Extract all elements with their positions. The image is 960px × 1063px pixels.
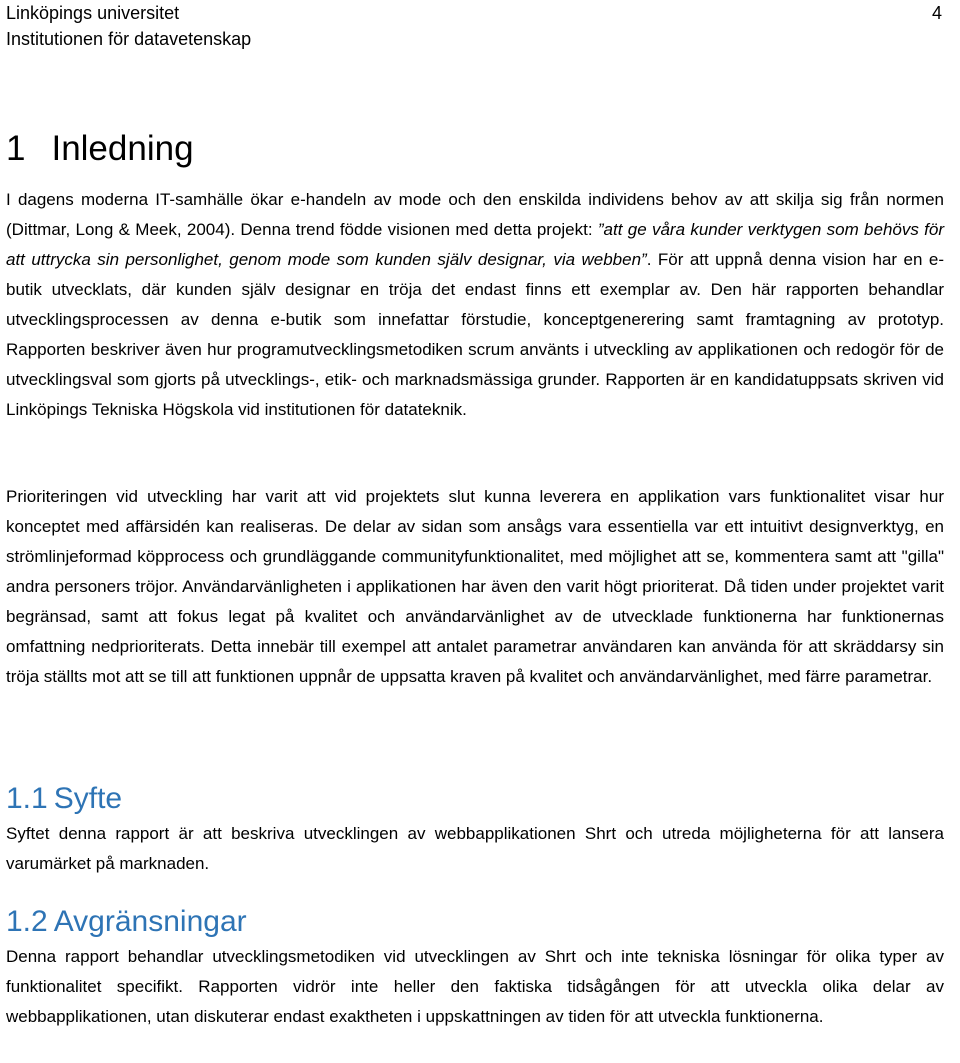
- header-university: Linköpings universitet: [6, 3, 180, 23]
- paragraph-intro: [6, 185, 944, 425]
- vision-quote: ”att ge våra kunder verktygen som behövs för att uttrycka sin personlighet, genom mode som kunden själv designar, via webben”: [6, 220, 944, 269]
- heading-number: 1.1: [6, 782, 48, 815]
- heading-syfte: [6, 778, 122, 820]
- heading-title: Avgränsningar: [53, 905, 247, 938]
- paragraph-intro-start: I dagens moderna IT-samhälle ökar e-handeln av mode och den enskilda individens behov av att skilja sig från normen (Dittmar, Long & Meek, 2004). Denna trend födde visionen med detta projekt:: [6, 190, 944, 239]
- paragraph-avgransningar: Denna rapport behandlar utvecklingsmetodiken vid utvecklingen av Shrt och inte tekniska lösningar för olika typer av funktionalitet specifikt. Rapporten vidrör inte heller den faktiska tidsågången för att utveckla olika delar av webbapplikationen, utan diskuterar endast exaktheten i uppskattningen av tiden för att utveckla funktionerna.: [6, 947, 944, 1026]
- heading-number: 1.2: [6, 905, 48, 938]
- paragraph-syfte: Syftet denna rapport är att beskriva utvecklingen av webbapplikationen Shrt och utreda möjligheterna för att lansera varumärket på marknaden.: [6, 824, 944, 873]
- paragraph-priorities: Prioriteringen vid utveckling har varit att vid projektets slut kunna leverera en applikation vars funktionalitet visar hur konceptet med affärsidén kan realiseras. De delar av sidan som ansågs vara essentiella var ett intuitivt designverktyg, en strömlinjeformad köpprocess och grundläggande communityfunktionalitet, med möjlighet att se, kommentera samt att "gilla" andra personers tröjor. Användarvänligheten i applikationen har även den varit högt prioriterat. Då tiden under projektet varit begränsad, samt att fokus legat på kvalitet och användarvänlighet av de utvecklade funktionerna har funktionernas omfattning nedprioriterats. Detta innebär till exempel att antalet parametrar användaren kan använda för att skräddarsy sin tröja ställts mot att se till att funktionen uppnår de uppsatta kraven på kvalitet och användarvänlighet, med färre parametrar.: [6, 487, 944, 686]
- paragraph-intro-end: . För att uppnå denna vision har en e-butik utvecklats, där kunden själv designar en tröja det endast finns ett exemplar av. Den här rapporten behandlar utvecklingsprocessen av denna e-butik som innefattar förstudie, konceptgenerering samt framtagning av prototyp. Rapporten beskriver även hur programutvecklingsmetodiken scrum använts i utveckling av applikationen och redogör för de utvecklingsval som gjorts på utvecklings-, etik- och marknadsmässiga grunder. Rapporten är en kandidatuppsats skriven vid Linköpings Tekniska Högskola vid institutionen för datateknik.: [6, 250, 944, 419]
- heading-title: Inledning: [51, 129, 194, 168]
- header-department: Institutionen för datavetenskap: [6, 29, 252, 49]
- page-number: 4: [931, 3, 942, 23]
- heading-title: Syfte: [53, 782, 123, 815]
- heading-inledning: [6, 124, 194, 174]
- page-header: [6, 0, 942, 52]
- heading-avgransningar: [6, 901, 247, 943]
- heading-number: 1: [6, 129, 26, 168]
